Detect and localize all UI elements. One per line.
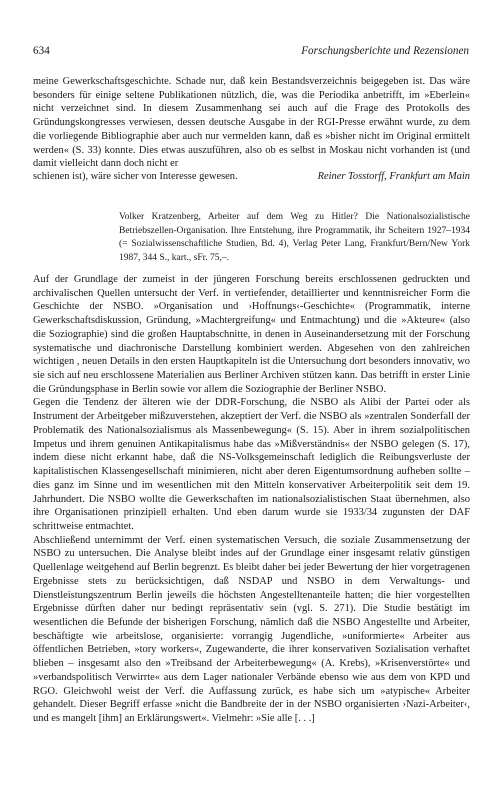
body-paragraph: Gegen die Tendenz der älteren wie der DDR-Forschung, die NSBO als Alibi der Partei oder als Instrument der Arbeitgeber mißzuverstehen, akzeptiert der Verf. die NSBO als »zentralen Sonderfall der Problematik des Nationalsozialismus als Massenbewegung« (S. 15). Aber in ihrem sozialpolitischen Impetus und ihrem genuinen Antikapitalismus habe das »Mißverständnis« der NSBO gelegen (S. 17), indem diese nicht erkannt habe, daß die NS-Volksgemeinschaft lediglich die Reibungsverluste der kapitalistischen Klassengesellschaft minimieren, nicht aber deren Eigentumsordnung aufheben sollte – dies ganz im Sinne und im wesentlichen mit den Mitteln konservativer Arbeiterpolitik seit dem 19. Jahrhundert. Die NSBO wollte die Gewerkschaften im nationalsozialistischen Staat übernehmen, also ihre Organisationen prinzipiell erhalten. Und eben darum wurde sie 1933/34 zugunsten der DAF schrittweise entmachtet.	[33, 397, 470, 532]
body-paragraph: Auf der Grundlage der zumeist in der jüngeren Forschung bereits erschlossenen gedruckten und archivalischen Quellen untersucht der Verf. in vertiefender, detaillierter und kenntnisreicher Form die Geschichte der NSBO. »Organisation und ›Hoffnungs‹-Geschichte« (Programmatik, interne Gewerkschaftsdiskussion, Gründung, »Machtergreifung« und Entmachtung) und die »Akteure« (also die Soziographie) sind die großen Hauptabschnitte, in denen in Auseinandersetzung mit der Forschung systematische und diachronische Darstellung kombiniert werden. Abgesehen von den zahlreichen wichtigen , neuen Details in den ersten Hauptkapiteln ist die Untersuchung dort besonders innovativ, wo sie sich auf neu erschlossene Materialien aus Berliner Archiven stützen kann. Das betrifft in erster Linie die Gründungsphase in Berlin sowie vor allem die Soziographie der Berliner NSBO.	[33, 274, 470, 395]
running-head: Forschungsberichte und Rezensionen	[301, 45, 469, 57]
review-closing-line	[33, 171, 470, 185]
review-last-line: schienen ist), wäre sicher von Interesse gewesen.	[33, 171, 238, 182]
review-body	[33, 273, 470, 726]
page-header	[33, 45, 469, 61]
review-paragraph: meine Gewerkschaftsgeschichte. Schade nur, daß kein Bestandsverzeichnis beigegeben ist. Das wäre besonders für einige seltene Publikationen nützlich, die, was die Periodika anbetrifft, im »Eberlein« nicht verzeichnet sind. In diesem Zusammenhang sei auch auf die Frage des Protokolls des Gründungskongresses verwiesen, dessen deutsche Ausgabe in der RGI-Presse erwähnt wurde, zu dem die vorliegende Bibliographie aber auch nur vermelden kann, daß es »bisher nicht im Original ermittelt werden« (S. 33) konnte. Dies etwas auszuführen, also ob es selbst in Moskau nicht vorhanden ist (und damit vielleicht dann doch nicht er	[33, 76, 470, 170]
page-number: 634	[33, 45, 50, 57]
book-citation: Volker Kratzenberg, Arbeiter auf dem Weg zu Hitler? Die Nationalsozialistische Betriebszellen-Organisation. Ihre Entstehung, ihre Programmatik, ihr Scheitern 1927–1934 (= Sozialwissenschaftliche Studien, Bd. 4), Verlag Peter Lang, Frankfurt/Bern/New York 1987, 344 S., kart., sFr. 75,–.	[119, 212, 470, 263]
reviewer-signature: Reiner Tosstorff, Frankfurt am Main	[317, 171, 470, 182]
body-paragraph: Abschließend unternimmt der Verf. einen systematischen Versuch, die soziale Zusammensetzung der NSBO zu untersuchen. Die Analyse bleibt indes auf der Grundlage einer insgesamt relativ günstigen Quellenlage weitgehend auf Berlin begrenzt. Es bleibt daher bei jeder Bewertung der hier vorgetragenen Ergebnisse stets zu berücksichtigen, daß NSDAP und NSBO in dem Verwaltungs- und Dienstleistungszentrum Berlin jeweils die höchsten Angestelltenanteile hatten; die hier vorgestellten Ergebnisse dürften daher nur bedingt repräsentativ sein (vgl. S. 271). Die Studie bestätigt im wesentlichen die Befunde der bisherigen Forschung, nämlich daß die NSBO Angestellte und Arbeiter, beschäftigte wie arbeitslose, organisierte: vorrangig Jugendliche, »uniformierte« Arbeiter aus öffentlichen Betrieben, »tory workers«, Zugewanderte, die ihrer konservativen Sozialisation verhaftet blieben – insgesamt also den »Treibsand der Arbeiterbewegung« (A. Krebs), »Krisenverstörte« und »verbandspolitisch Verwirrte« aus dem Lager nationaler Verbände ebenso wie aus dem von KPD und RGO. Gleichwohl weist der Verf. die Auffassung zurück, es habe sich um »atypische« Arbeiter gehandelt. Dieser Begriff erfasse »nicht die Bandbreite der in der NSBO organisierten ›Nazi-Arbeiter‹, und es mangelt [ihm] an Erklärungswert«. Vielmehr: »Sie alle [. . .]	[33, 534, 470, 724]
